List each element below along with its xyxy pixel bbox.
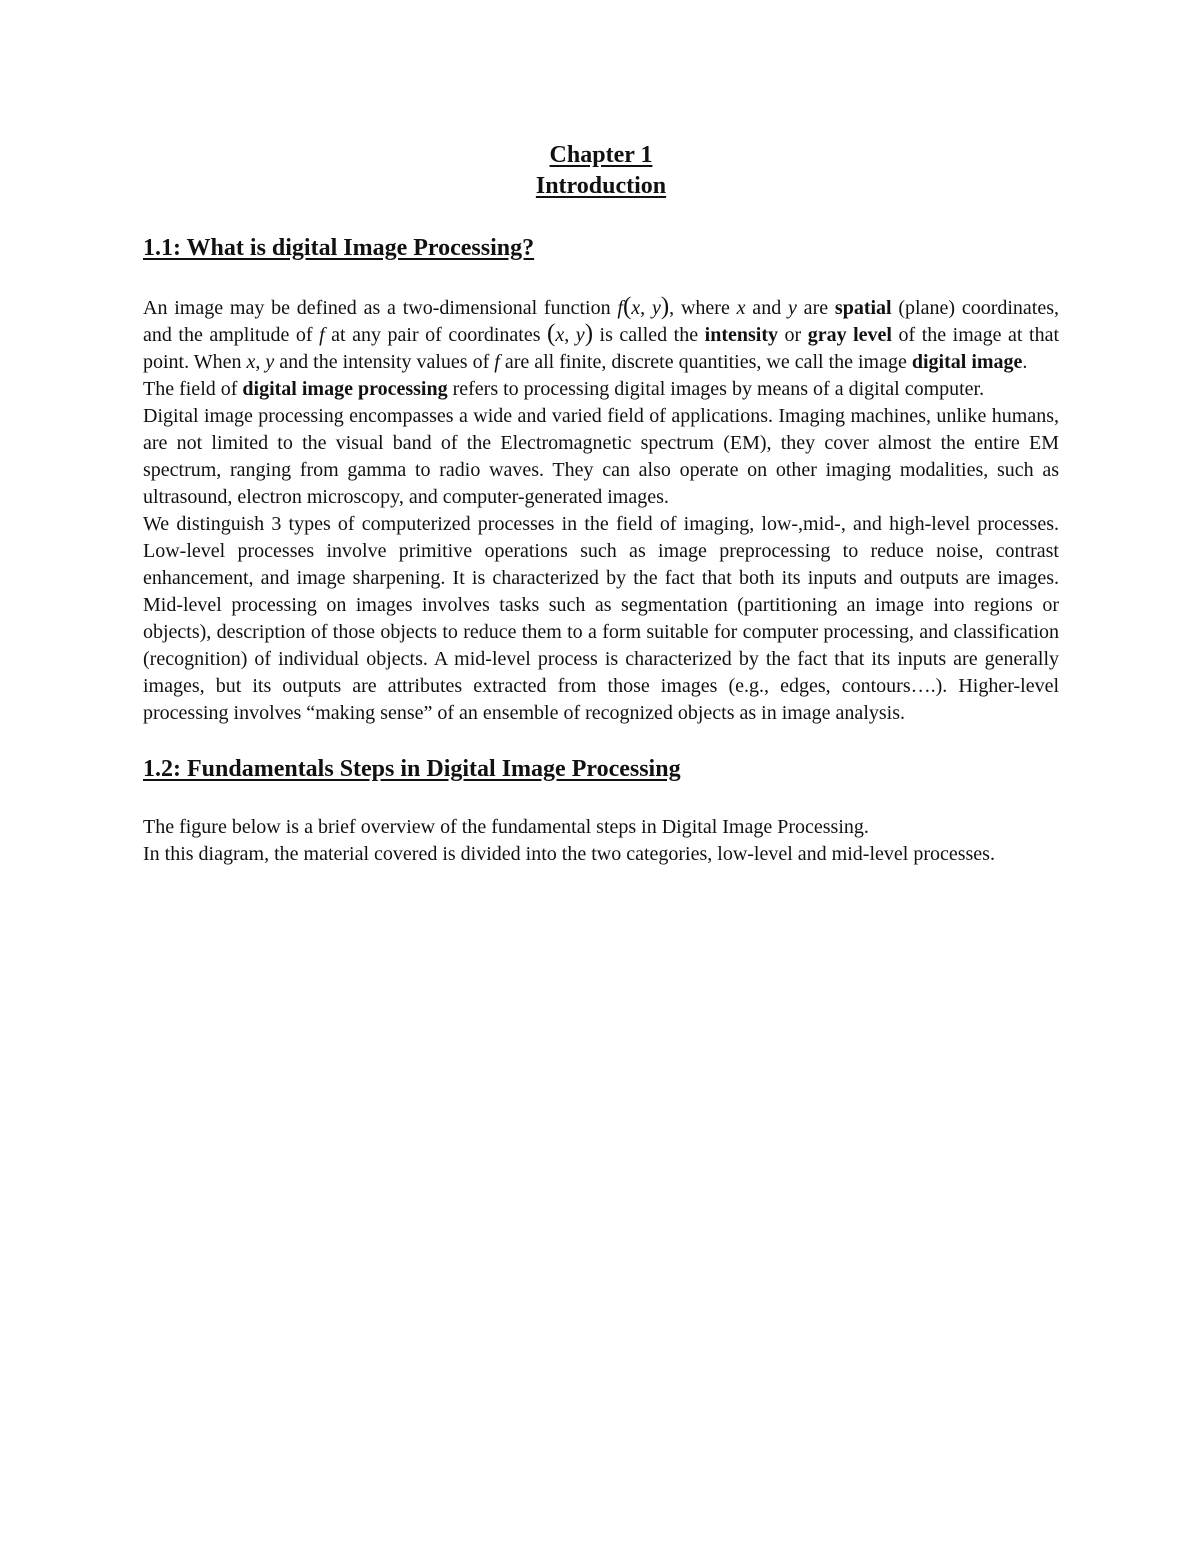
section-2-paragraph-2: In this diagram, the material covered is divided into the two categories, low-level and mid-level processes.: [143, 843, 995, 865]
chapter-header: [143, 140, 1059, 202]
section-1-paragraph-3: Digital image processing encompasses a wide and varied field of applications. Imaging machines, unlike humans, are not limited to the visual band of the Electromagnetic spectrum (EM), they cover almost the entire EM spectrum, ranging from gamma to radio waves. They can also operate on other imaging modalities, such as ultrasound, electron microscopy, and computer-generated images.: [143, 405, 1059, 508]
section-1-paragraph-4: We distinguish 3 types of computerized processes in the field of imaging, low-,mid-, and high-level processes. Low-level processes involve primitive operations such as image preprocessing to reduce noise, contrast enhancement, and image sharpening. It is characterized by the fact that both its inputs and outputs are images. Mid-level processing on images involves tasks such as segmentation (partitioning an image into regions or objects), description of those objects to reduce them to a form suitable for computer processing, and classification (recognition) of individual objects. A mid-level process is characterized by the fact that its inputs are generally images, but its outputs are attributes extracted from those images (e.g., edges, contours….). Higher-level processing involves “making sense” of an ensemble of recognized objects as in image analysis.: [143, 513, 1059, 724]
section-2-heading: 1.2: Fundamentals Steps in Digital Image Processing: [143, 756, 681, 782]
chapter-number: Chapter 1: [549, 142, 653, 168]
section-1-paragraph-1: An image may be defined as a two-dimensional function f(x, y), where x and y are spatial (plane) coordinates, and the amplitude of f at any pair of coordinates (x, y) is called the intensity or gray level of the image at that point. When x, y and the intensity values of f are all finite, discrete quantities, we call the image digital image.: [143, 293, 1060, 373]
document-page: [143, 140, 1059, 868]
chapter-title: Introduction: [535, 173, 667, 199]
section-1-heading: 1.1: What is digital Image Processing?: [143, 235, 535, 261]
section-2-paragraph-1: The figure below is a brief overview of the fundamental steps in Digital Image Processing.: [143, 816, 869, 838]
section-1-paragraph-2: The field of digital image processing refers to processing digital images by means of a digital computer.: [143, 378, 985, 400]
